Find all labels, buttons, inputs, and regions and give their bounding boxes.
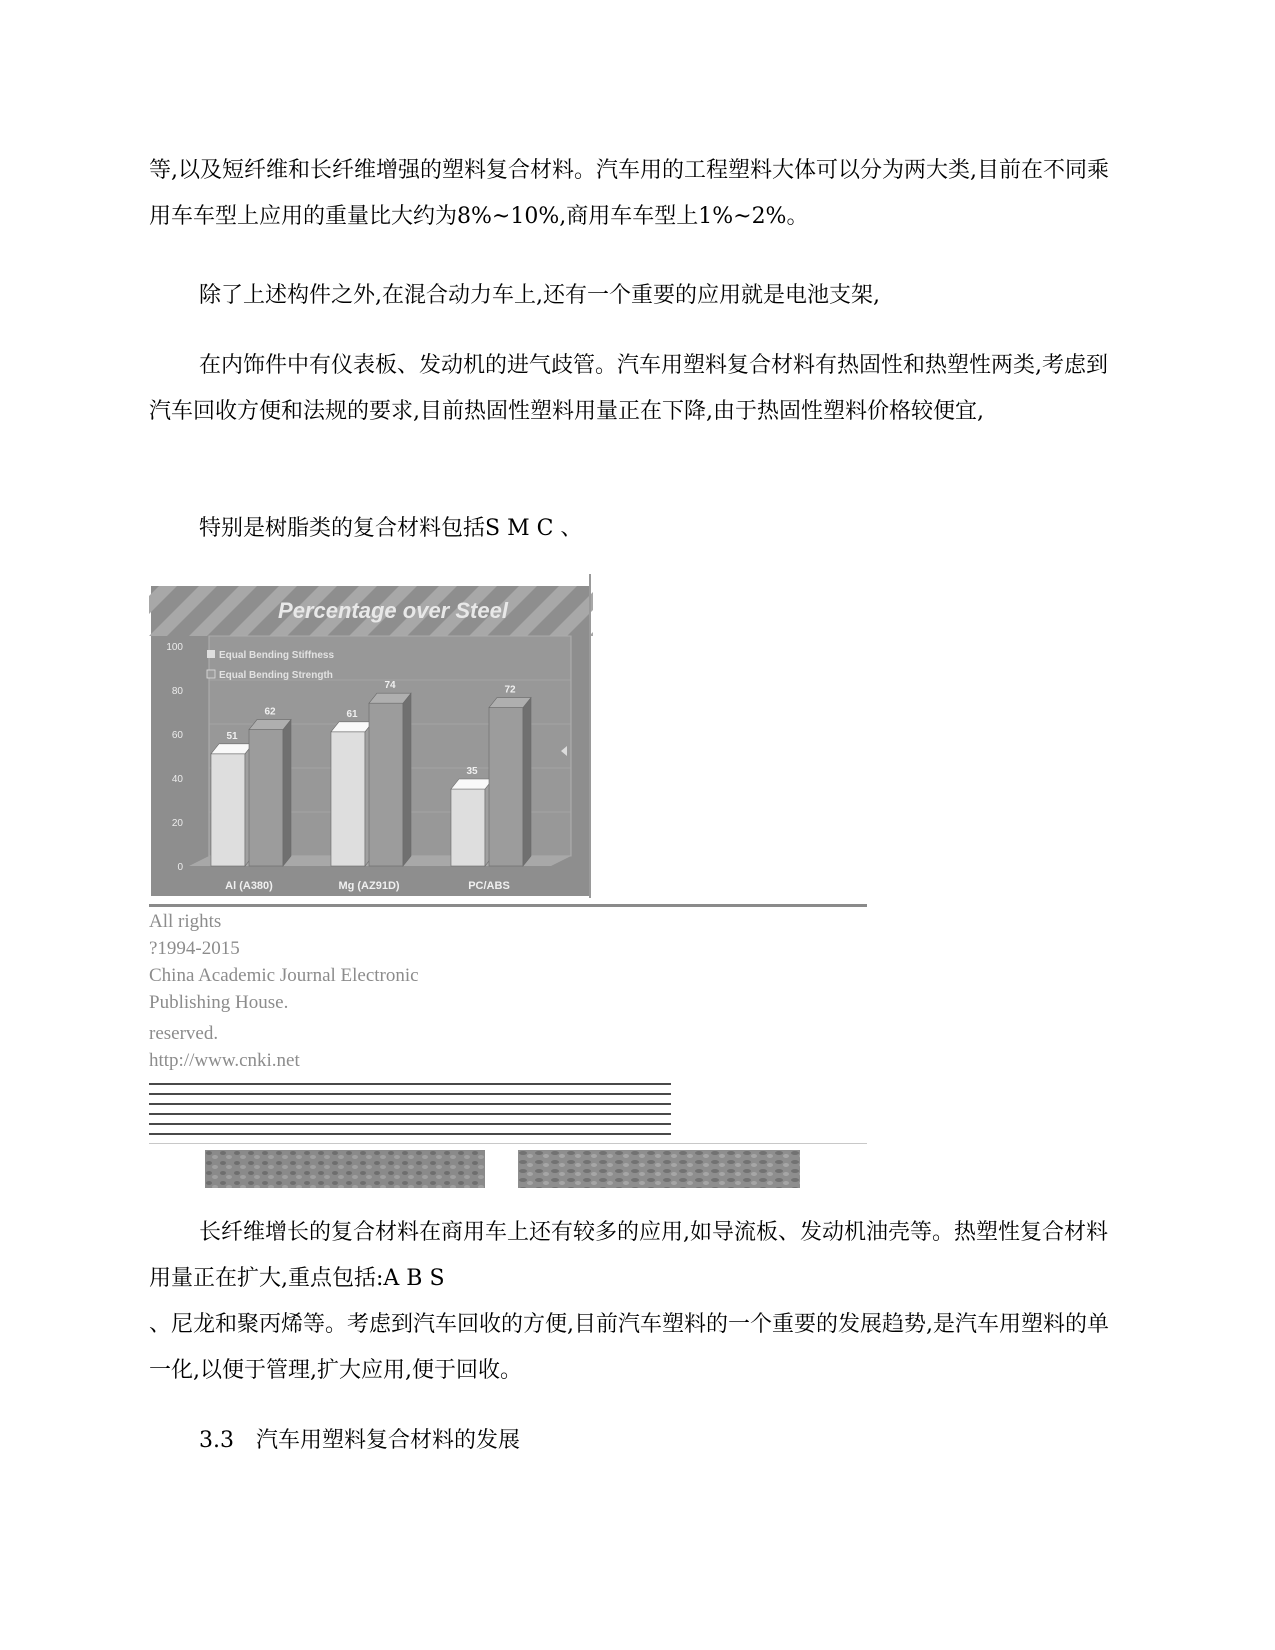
- horizontal-rules: [149, 1083, 671, 1143]
- paragraph-3: 在内饰件中有仪表板、发动机的进气歧管。汽车用塑料复合材料有热固性和热塑性两类,考虑到汽车回收方便和法规的要求,目前热固性塑料用量正在下降,由于热固性塑料价格较便宜,: [149, 353, 1108, 424]
- data-label: 72: [504, 684, 516, 696]
- micrograph-image-left: [205, 1150, 485, 1188]
- chart-title: Percentage over Steel: [278, 598, 508, 623]
- data-label: 62: [264, 706, 276, 718]
- data-label: 35: [466, 766, 478, 777]
- copyright-line-5: reserved.: [149, 1023, 219, 1044]
- bar: [369, 703, 403, 866]
- legend-swatch-strength: [207, 670, 215, 678]
- copyright-line-2: ?1994-2015: [149, 938, 240, 959]
- data-label: 74: [384, 680, 396, 692]
- bar: [489, 708, 523, 866]
- x-category-label: Mg (AZ91D): [338, 880, 400, 892]
- bar-chart-figure: [149, 574, 593, 898]
- paragraph-2: 除了上述构件之外,在混合动力车上,还有一个重要的应用就是电池支架,: [199, 283, 880, 308]
- bar-side: [403, 693, 411, 866]
- x-category-label: PC/ABS: [468, 880, 510, 892]
- copyright-line-6: http://www.cnki.net: [149, 1050, 300, 1071]
- divider-bottom: [149, 1143, 867, 1144]
- data-label: 61: [346, 708, 358, 720]
- x-category-label: Al (A380): [225, 880, 273, 892]
- paragraph-6: 、尼龙和聚丙烯等。考虑到汽车回收的方便,目前汽车塑料的一个重要的发展趋势,是汽车用塑料的单一化,以便于管理,扩大应用,便于回收。: [149, 1312, 1109, 1383]
- bar-side: [523, 698, 531, 866]
- micrograph-image-right: [518, 1150, 800, 1188]
- y-tick-label: 80: [171, 686, 183, 697]
- paragraph-5: 长纤维增长的复合材料在商用车上还有较多的应用,如导流板、发动机油壳等。热塑性复合材料用量正在扩大,重点包括:A B S: [149, 1220, 1108, 1291]
- y-tick-label: 20: [171, 818, 183, 829]
- copyright-notice: [149, 908, 569, 1074]
- divider-top: [149, 904, 867, 907]
- y-tick-label: 0: [177, 862, 183, 873]
- paragraph-1: 等,以及短纤维和长纤维增强的塑料复合材料。汽车用的工程塑料大体可以分为两大类,目前在不同乘用车车型上应用的重量比大约为8%~10%,商用车车型上1%~2%。: [149, 158, 1109, 229]
- y-tick-label: 60: [171, 730, 183, 741]
- section-heading-3-3: 3.3 汽车用塑料复合材料的发展: [199, 1428, 520, 1453]
- y-tick-label: 40: [171, 774, 183, 785]
- bar: [451, 789, 485, 866]
- copyright-line-3: China Academic Journal Electronic: [149, 965, 419, 986]
- bar-side: [283, 720, 291, 866]
- paragraph-4: 特别是树脂类的复合材料包括S M C 、: [199, 516, 583, 541]
- legend-swatch-stiffness: [207, 650, 215, 658]
- legend-label-stiffness: Equal Bending Stiffness: [219, 650, 335, 661]
- copyright-line-1: All rights: [149, 911, 222, 932]
- bar: [211, 754, 245, 866]
- data-label: 51: [226, 730, 238, 742]
- bar: [331, 732, 365, 866]
- y-tick-label: 100: [166, 642, 183, 653]
- legend-label-strength: Equal Bending Strength: [219, 670, 333, 681]
- copyright-line-4: Publishing House.: [149, 992, 289, 1013]
- bar: [249, 730, 283, 866]
